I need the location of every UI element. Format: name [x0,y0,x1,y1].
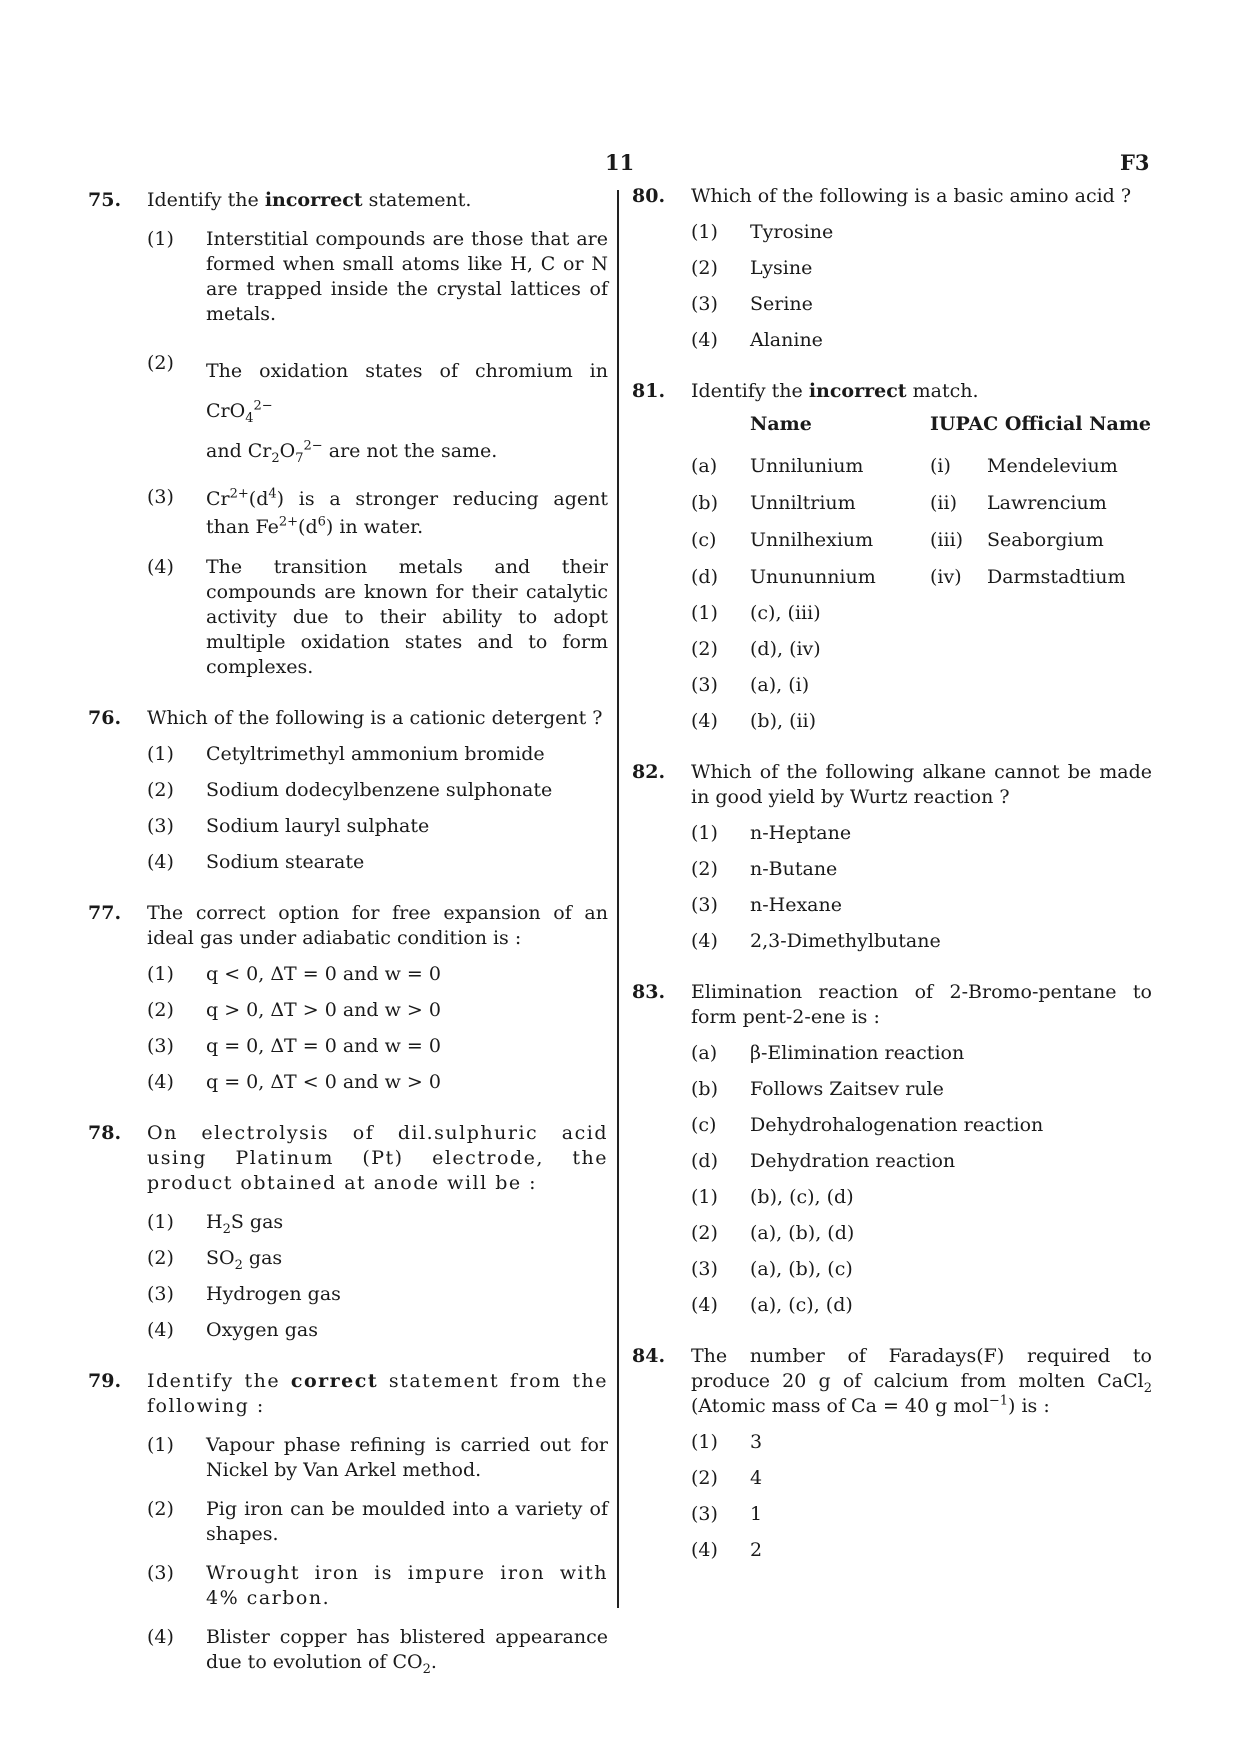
option-3 [88,1282,608,1307]
option-text: 4 [750,1467,763,1489]
option-text: Serine [750,293,813,315]
option-text: 2 [750,1539,763,1561]
question-number: 80. [632,185,666,207]
match-table-header [632,412,1152,442]
option-text: Blister copper has blistered appearance due to evolution of $CO_2$. [206,1626,608,1677]
option-text: Sodium stearate [206,851,365,873]
option-4 [88,555,608,680]
row-roman: (ii) [930,492,957,514]
option-label: (2) [147,1498,174,1520]
option-label: (2) [147,1247,174,1269]
option-text: q = 0, ΔT = 0 and w = 0 [206,1035,441,1057]
statement-text: β-Elimination reaction [750,1042,965,1064]
option-text: 1 [750,1503,763,1525]
option-label: (3) [147,815,174,837]
row-label: (c) [691,529,717,551]
row-name: Unniltrium [750,492,856,514]
option-text: (b), (ii) [750,710,817,732]
option-4 [632,709,1152,734]
question-number: 83. [632,981,666,1003]
option-label: (2) [691,1222,718,1244]
option-text: (a), (b), (d) [750,1222,855,1244]
option-2 [632,857,1152,882]
question-text: Which of the following is a basic amino acid ? [691,185,1132,207]
option-4 [88,850,608,875]
option-4 [632,929,1152,954]
option-label: (1) [147,963,174,985]
option-text: q < 0, ΔT = 0 and w = 0 [206,963,441,985]
option-2 [88,778,608,803]
option-1 [88,742,608,767]
option-text: (d), (iv) [750,638,821,660]
option-text: Pig iron can be moulded into a variety of shapes. [206,1498,608,1545]
option-text: $H_2S$ gas [206,1211,284,1237]
question-81 [632,379,1152,734]
option-label: (4) [691,1294,718,1316]
column-header-name: Name [750,413,812,435]
option-label: (4) [691,710,718,732]
question-number: 84. [632,1345,666,1367]
option-label: (3) [147,1283,174,1305]
option-text: Sodium lauryl sulphate [206,815,430,837]
option-text: n-Heptane [750,822,852,844]
option-1 [632,601,1152,626]
option-4 [632,328,1152,353]
question-84 [632,1344,1152,1563]
option-3 [632,893,1152,918]
statement-label: (b) [691,1078,718,1100]
option-text: Hydrogen gas [206,1283,341,1305]
option-text: $SO_2$ gas [206,1247,283,1273]
option-label: (2) [691,638,718,660]
option-2 [632,256,1152,281]
option-2 [88,998,608,1023]
option-label: (3) [691,674,718,696]
statement-d [632,1149,1152,1174]
option-label: (3) [147,1035,174,1057]
option-4 [632,1538,1152,1563]
question-75 [88,188,608,680]
statement-text: Follows Zaitsev rule [750,1078,944,1100]
option-label: (1) [147,743,174,765]
row-label: (a) [691,455,718,477]
option-label: (4) [691,1539,718,1561]
option-2 [88,1497,608,1547]
statement-label: (c) [691,1114,717,1136]
option-label: (1) [691,602,718,624]
option-label: (4) [147,556,174,578]
row-name: Unnilhexium [750,529,874,551]
right-column [632,184,1152,1589]
option-text: Cetyltrimethyl ammonium bromide [206,743,545,765]
row-label: (d) [691,566,718,588]
option-3 [88,814,608,839]
option-label: (2) [147,999,174,1021]
option-text: $Cr^{2+}(d^4)$ is a stronger reducing agent than $Fe^{2+}(d^6)$ in water. [206,486,608,538]
option-text: Alanine [750,329,823,351]
question-text: The number of Faradays(F) required to produce 20 g of calcium from molten CaCl$_2$ (Atomic mass of Ca = 40 g mol$^{-1}$) is : [691,1345,1152,1417]
option-1 [632,821,1152,846]
statement-text: Dehydrohalogenation reaction [750,1114,1044,1136]
statement-label: (d) [691,1150,718,1172]
option-label: (2) [147,352,174,374]
question-77 [88,901,608,1095]
option-1 [88,1210,608,1235]
option-label: (3) [691,1258,718,1280]
statement-a [632,1041,1152,1066]
row-name: Unnilunium [750,455,864,477]
option-1 [88,227,608,327]
option-label: (1) [691,1431,718,1453]
option-4 [88,1625,608,1675]
question-text: Which of the following is a cationic detergent ? [147,707,603,729]
option-label: (2) [691,858,718,880]
option-label: (4) [691,930,718,952]
row-roman: (iii) [930,529,964,551]
option-text: Oxygen gas [206,1319,318,1341]
option-2 [632,1221,1152,1246]
option-3 [632,673,1152,698]
question-79 [88,1369,608,1675]
option-1 [632,220,1152,245]
row-iupac: Seaborgium [987,529,1104,551]
option-4 [88,1318,608,1343]
page-number: 11 [605,150,635,175]
option-4 [632,1293,1152,1318]
question-text: Identify the incorrect match. [691,380,979,402]
option-label: (2) [691,1467,718,1489]
option-2 [88,351,608,471]
question-text: Identify the correct statement from the following : [147,1370,609,1417]
option-text: (a), (i) [750,674,810,696]
left-column [88,188,608,1701]
option-3 [632,292,1152,317]
question-82 [632,760,1152,954]
option-text: Tyrosine [750,221,834,243]
question-number: 81. [632,380,666,402]
option-label: (1) [147,1211,174,1233]
question-number: 78. [88,1122,122,1144]
row-roman: (i) [930,455,951,477]
option-3 [632,1257,1152,1282]
question-78 [88,1121,608,1343]
column-header-iupac: IUPAC Official Name [930,413,1152,435]
row-roman: (iv) [930,566,962,588]
option-text: Wrought iron is impure iron with 4% carbon. [206,1562,608,1609]
option-label: (3) [147,486,174,508]
option-text: Sodium dodecylbenzene sulphonate [206,779,553,801]
question-text: Identify the incorrect statement. [147,189,472,211]
question-number: 79. [88,1370,122,1392]
question-76 [88,706,608,875]
option-1 [88,1433,608,1483]
option-text: q = 0, ΔT < 0 and w > 0 [206,1071,441,1093]
question-number: 82. [632,761,666,783]
option-1 [632,1185,1152,1210]
option-2 [88,1246,608,1271]
question-text: Which of the following alkane cannot be made in good yield by Wurtz reaction ? [691,761,1152,808]
option-2 [632,637,1152,662]
option-4 [88,1070,608,1095]
question-text: Elimination reaction of 2-Bromo-pentane to form pent-2-ene is : [691,981,1152,1028]
option-label: (3) [147,1562,174,1584]
statement-c [632,1113,1152,1138]
option-1 [88,962,608,987]
row-name: Unununnium [750,566,876,588]
statement-b [632,1077,1152,1102]
option-label: (1) [147,228,174,250]
question-80 [632,184,1152,353]
option-label: (2) [691,257,718,279]
option-3 [88,485,608,541]
option-text: (a), (c), (d) [750,1294,853,1316]
statement-label: (a) [691,1042,718,1064]
question-text: On electrolysis of dil.sulphuric acid using Platinum (Pt) electrode, the product obtained at anode will be : [147,1122,608,1194]
option-label: (4) [147,851,174,873]
option-label: (3) [691,1503,718,1525]
question-83 [632,980,1152,1318]
match-row [632,528,1152,553]
option-label: (3) [691,293,718,315]
option-1 [632,1430,1152,1455]
row-iupac: Darmstadtium [987,566,1126,588]
option-text: (a), (b), (c) [750,1258,853,1280]
option-text: The transition metals and their compounds are known for their catalytic activity due to their ability to adopt multiple oxidation states and to form complexes. [206,556,608,678]
option-label: (1) [691,1186,718,1208]
question-number: 77. [88,902,122,924]
option-3 [88,1561,608,1611]
option-text: 3 [750,1431,763,1453]
option-label: (4) [691,329,718,351]
option-text: 2,3-Dimethylbutane [750,930,941,952]
row-iupac: Lawrencium [987,492,1107,514]
booklet-code: F3 [1120,150,1150,175]
row-label: (b) [691,492,718,514]
option-label: (4) [147,1319,174,1341]
match-row [632,491,1152,516]
option-label: (4) [147,1626,174,1648]
option-label: (3) [691,894,718,916]
match-row [632,565,1152,590]
option-3 [88,1034,608,1059]
option-label: (4) [147,1071,174,1093]
question-number: 75. [88,189,122,211]
option-3 [632,1502,1152,1527]
option-label: (1) [691,221,718,243]
option-text: n-Butane [750,858,838,880]
option-text: q > 0, ΔT > 0 and w > 0 [206,999,441,1021]
option-text: Vapour phase refining is carried out for Nickel by Van Arkel method. [206,1434,608,1481]
question-text: The correct option for free expansion of an ideal gas under adiabatic condition is : [147,902,608,949]
statement-text: Dehydration reaction [750,1150,956,1172]
option-text: n-Hexane [750,894,842,916]
option-label: (1) [147,1434,174,1456]
option-label: (2) [147,779,174,801]
option-text: Lysine [750,257,813,279]
row-iupac: Mendelevium [987,455,1118,477]
option-text: (c), (iii) [750,602,821,624]
question-number: 76. [88,707,122,729]
option-label: (1) [691,822,718,844]
option-2 [632,1466,1152,1491]
column-divider [617,190,619,1608]
option-text: The oxidation states of chromium in CrO$_4^{2-}$ and $Cr_2O_7^{2-}$ are not the same. [206,360,608,466]
option-text: (b), (c), (d) [750,1186,854,1208]
match-row [632,454,1152,479]
option-text: Interstitial compounds are those that are formed when small atoms like H, C or N are trapped inside the crystal lattices of metals. [206,228,608,325]
